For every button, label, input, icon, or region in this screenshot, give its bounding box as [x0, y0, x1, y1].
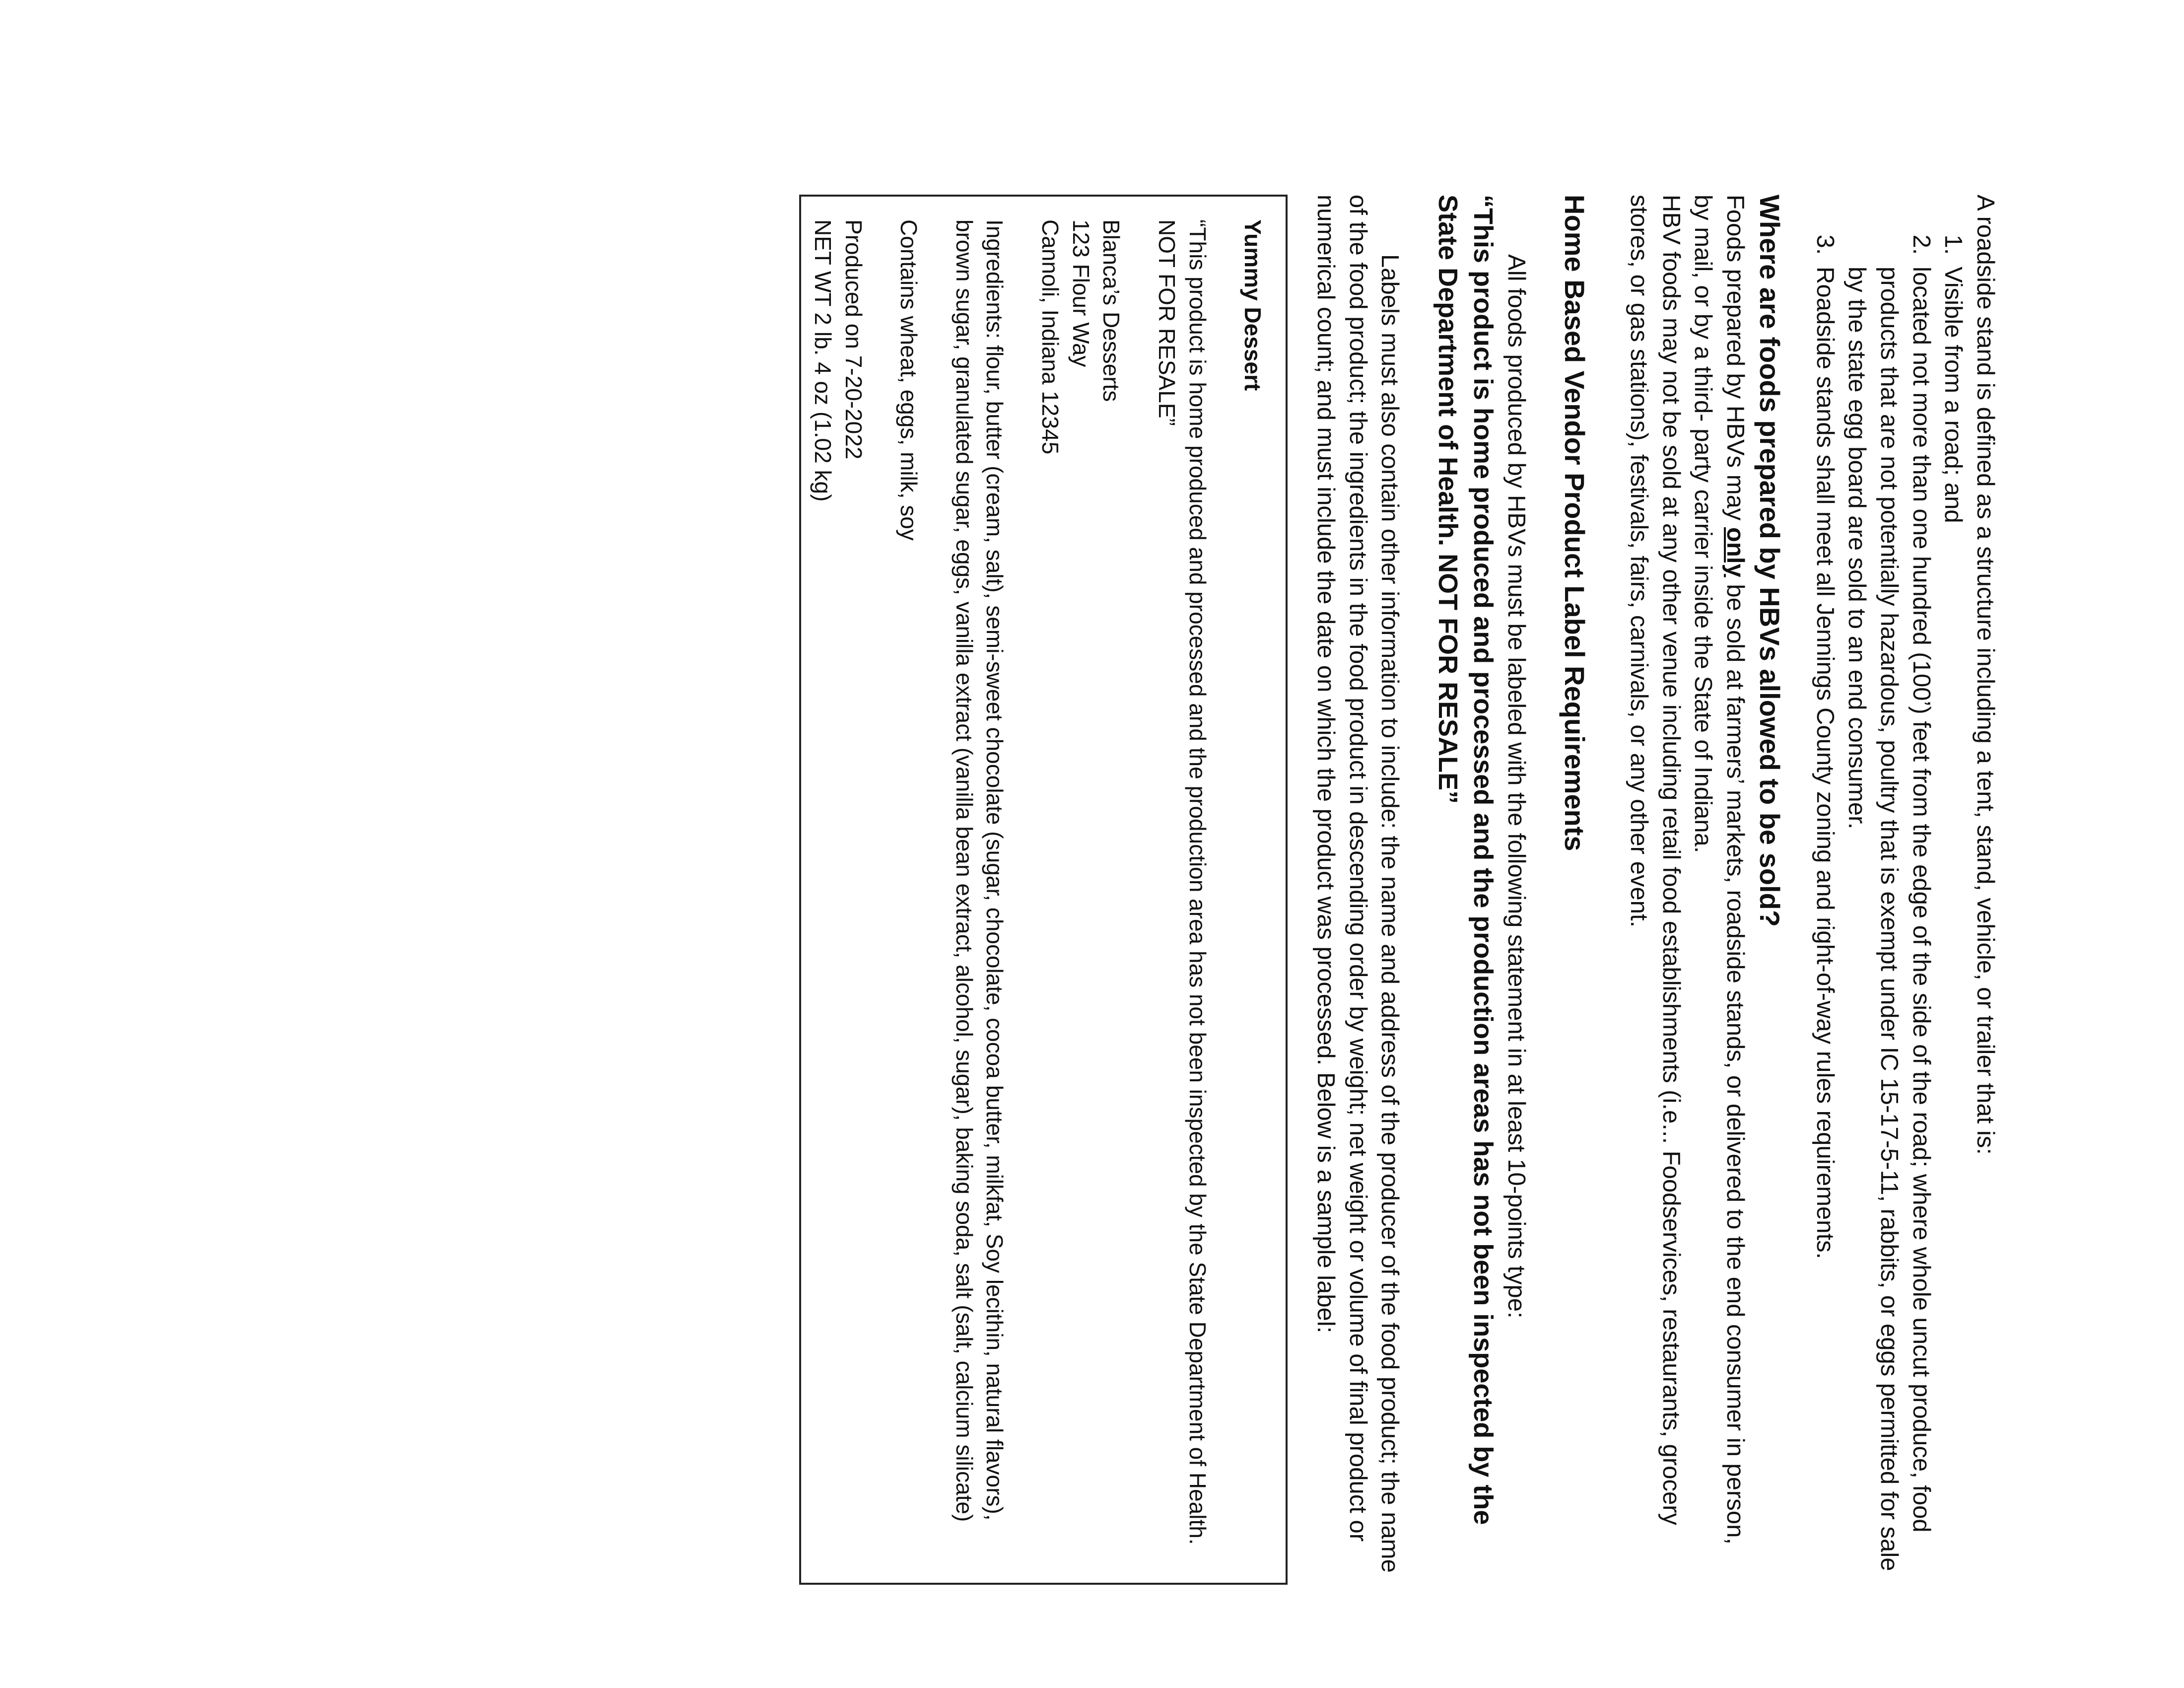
- rotated-document-page: [363, 195, 2001, 1575]
- where-sold-heading: Where are foods prepared by HBVs allowed to be sold?: [1754, 195, 1785, 927]
- sample-label-produced-date: Produced on 7-20-2022: [840, 219, 867, 460]
- sample-label-ingredients: Ingredients: flour, butter (cream, salt), semi-sweet chocolate (sugar, chocolate, cocoa butter, milkfat, Soy lecithin, natural flavors), brown sugar, granulated sugar, eggs, vanilla extract (vanilla bean extract, alcohol, sugar), baking soda, salt (salt, calcium silicate): [951, 219, 1008, 1522]
- sample-label-net-weight: NET WT 2 lb. 4 oz (1.02 kg): [810, 219, 836, 502]
- list-item: 1. Visible from a road; and: [1937, 262, 1970, 1575]
- roadside-stand-criteria-list: [1809, 195, 1969, 1575]
- sample-label-statement: “This product is home produced and processed and the production area has not been inspected by the State Department of Health. NOT FOR RESALE”: [1154, 219, 1211, 1545]
- label-additional-info-paragraph: Labels must also contain other information to include: the name and address of the producer of the food product; the name of the food product; the ingredients in the food product in descending order by weight; net weight or volume of final product or numerical count; and must include the date on which the product was processed. Below is a sample label:: [1312, 195, 1404, 1573]
- sample-label-title: Yummy Dessert: [1240, 219, 1266, 391]
- list-item: 2. located not more than one hundred (100’) feet from the edge of the side of the road; where whole uncut produce, food products that are not potentially hazardous, poultry that is exempt under IC 15-17-5-11, rabbits, or eggs permitted for sale by the state egg board are sold to an end consumer.: [1841, 262, 1937, 1575]
- only-emphasis: only: [1722, 527, 1749, 577]
- list-item: 3. Roadside stands shall meet all Jennings County zoning and right-of-way rules requirements.: [1809, 262, 1841, 1575]
- where-sold-text-after: be sold at farmers’ markets, roadside stands, or delivered to the end consumer in person, by mail, or by a third- party carrier inside the State of Indiana.: [1690, 195, 1749, 1545]
- producer-city-state: Cannoli, Indiana 12345: [1037, 219, 1064, 455]
- venue-restriction-paragraph: HBV foods may not be sold at any other venue including retail food establishments (i.e... Foodservices, restaurants, grocery stores, or gas stations), festivals, fairs, carnivals, or any other event.: [1626, 195, 1685, 1526]
- where-sold-paragraph: [1687, 195, 1751, 1575]
- producer-street: 123 Flour Way: [1068, 219, 1094, 367]
- sample-label-address: [1035, 219, 1127, 1560]
- label-requirements-heading: Home Based Vendor Product Label Requirements: [1559, 195, 1591, 851]
- sample-label-box: [799, 195, 1288, 1585]
- producer-name: Blanca’s Desserts: [1098, 219, 1125, 402]
- label-statement-intro: All foods produced by HBVs must be labeled with the following statement in at least 10-points type:: [1503, 254, 1530, 1319]
- where-sold-text-before: Foods prepared by HBVs may: [1722, 195, 1749, 527]
- required-label-statement: “This product is home produced and processed and the production areas has not been inspected by the State Department of Health. NOT FOR RESALE”: [1433, 195, 1498, 1525]
- roadside-stand-definition: A roadside stand is defined as a structure including a tent, stand, vehicle, or trailer that is:: [1972, 195, 1999, 1155]
- sample-label-allergens: Contains wheat, eggs, milk, soy: [896, 219, 922, 541]
